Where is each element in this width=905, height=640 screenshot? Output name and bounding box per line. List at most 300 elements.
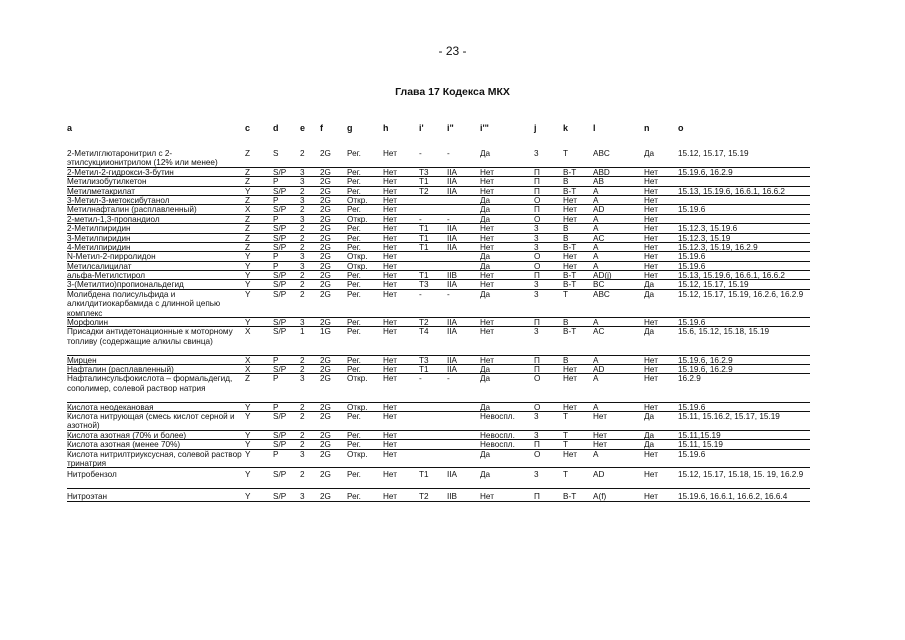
cell-n: Нет (644, 186, 658, 196)
cell-e: 3 (300, 449, 305, 459)
cell-d: S/P (273, 470, 287, 480)
cell-d: S/P (273, 440, 287, 450)
cell-o: 15.11,15.19 (678, 430, 721, 440)
cell-k: Нет (563, 195, 577, 205)
cell-j: O (534, 214, 541, 224)
cell-o: 15.19.6, 16.6.1, 16.6.2, 16.6.4 (678, 492, 788, 502)
cell-h: Нет (383, 412, 397, 421)
table-row (0, 290, 905, 318)
cell-d: S/P (273, 280, 287, 290)
cell-n: Нет (644, 365, 658, 375)
cell-d: S/P (273, 327, 287, 337)
cell-a: Метилизобутилкетон (67, 177, 147, 187)
cell-e: 2 (300, 355, 305, 365)
cell-d: P (273, 177, 279, 187)
cell-e: 2 (300, 242, 305, 252)
cell-o: 15.13, 15.19.6, 16.6.1, 16.6.2 (678, 271, 785, 281)
cell-i2: - (447, 149, 450, 158)
cell-d: S/P (273, 224, 287, 234)
cell-a: Нафталин (расплавленный) (67, 365, 174, 375)
cell-h: Нет (383, 280, 397, 290)
cell-f: 2G (320, 261, 331, 271)
column-header-h: h (383, 123, 389, 133)
cell-o: 15.19.6 (678, 402, 706, 412)
cell-g: Откр. (347, 252, 368, 262)
cell-i2: IIB (447, 271, 458, 281)
table-row (0, 492, 905, 503)
cell-n: Нет (644, 318, 658, 328)
cell-g: Рег. (347, 492, 361, 502)
cell-l: A (593, 252, 599, 262)
cell-o: 15.12, 15.17, 15.19, 16.2.6, 16.2.9 (678, 289, 804, 299)
cell-i3: Да (480, 449, 491, 459)
cell-k: Нет (563, 365, 577, 375)
column-header-g: g (347, 123, 353, 133)
cell-k: B-T (563, 271, 577, 281)
cell-g: Рег. (347, 412, 361, 421)
cell-o: 15.12.3, 15.19, 16.2.9 (678, 242, 758, 252)
cell-a: Присадки антидетонационные к моторному топливу (содержащие алкилы свинца) (67, 327, 233, 346)
cell-c: Z (245, 242, 251, 252)
cell-i3: Да (480, 365, 491, 375)
cell-c: Z (245, 374, 251, 384)
cell-d: S/P (273, 242, 287, 252)
cell-f: 2G (320, 224, 331, 234)
cell-l: Нет (593, 440, 607, 450)
cell-d: P (273, 252, 279, 262)
table-row (0, 470, 905, 489)
cell-h: Нет (383, 470, 397, 480)
cell-f: 2G (320, 205, 331, 215)
cell-l: BC (593, 280, 605, 290)
cell-e: 3 (300, 261, 305, 271)
cell-k: B (563, 318, 569, 328)
cell-e: 2 (300, 149, 305, 158)
cell-j: П (534, 167, 540, 177)
cell-e: 3 (300, 318, 305, 328)
cell-i3: Нет (480, 242, 494, 252)
cell-f: 2G (320, 318, 331, 328)
cell-k: Нет (563, 402, 577, 412)
cell-g: Рег. (347, 440, 361, 450)
cell-k: B (563, 177, 569, 187)
cell-e: 2 (300, 289, 305, 299)
cell-o: 15.6, 15.12, 15.18, 15.19 (678, 327, 770, 337)
cell-h: Нет (383, 430, 397, 440)
cell-l: A (593, 214, 599, 224)
cell-g: Рег. (347, 365, 361, 375)
cell-a: 3-Метил-3-метоксибутанол (67, 195, 170, 205)
cell-i3: Да (480, 374, 491, 384)
cell-h: Нет (383, 214, 397, 224)
column-header-i1: i' (419, 123, 424, 133)
cell-g: Рег. (347, 177, 361, 187)
cell-e: 2 (300, 224, 305, 234)
cell-k: B (563, 233, 569, 243)
cell-c: Z (245, 149, 251, 158)
cell-k: Нет (563, 449, 577, 459)
cell-k: B-T (563, 186, 577, 196)
cell-i3: Нет (480, 318, 494, 328)
cell-g: Рег. (347, 470, 361, 480)
cell-i3: Невоспл. (480, 412, 515, 421)
table-row (0, 262, 905, 271)
cell-g: Рег. (347, 167, 361, 177)
cell-d: S/P (273, 289, 287, 299)
cell-h: Нет (383, 261, 397, 271)
cell-k: B-T (563, 167, 577, 177)
cell-c: Y (245, 470, 251, 480)
table-row (0, 215, 905, 224)
cell-l: A (593, 355, 599, 365)
cell-i1: T1 (419, 224, 429, 234)
cell-g: Рег. (347, 355, 361, 365)
cell-g: Рег. (347, 327, 361, 337)
cell-d: P (273, 355, 279, 365)
cell-i3: Нет (480, 224, 494, 234)
cell-j: 3 (534, 430, 539, 440)
table-row (0, 205, 905, 214)
table-row (0, 234, 905, 243)
cell-i3: Нет (480, 280, 494, 290)
cell-n: Нет (644, 233, 658, 243)
cell-l: A (593, 318, 599, 328)
cell-g: Рег. (347, 205, 361, 215)
cell-c: X (245, 327, 251, 337)
cell-j: П (534, 177, 540, 187)
table-row (0, 177, 905, 186)
cell-h: Нет (383, 224, 397, 234)
cell-i2: IIA (447, 233, 458, 243)
cell-j: O (534, 261, 541, 271)
cell-i3: Нет (480, 327, 494, 337)
column-header-a: a (67, 123, 73, 133)
cell-a: Метилсалицилат (67, 261, 132, 271)
cell-l: A (593, 374, 599, 384)
table-header (0, 123, 905, 135)
cell-i3: Да (480, 289, 491, 299)
cell-c: Y (245, 492, 251, 502)
cell-f: 2G (320, 412, 331, 421)
cell-c: Z (245, 177, 251, 187)
cell-h: Нет (383, 233, 397, 243)
column-header-n: n (644, 123, 650, 133)
cell-e: 2 (300, 440, 305, 450)
cell-h: Нет (383, 374, 397, 384)
cell-e: 3 (300, 252, 305, 262)
cell-c: Z (245, 195, 251, 205)
cell-e: 1 (300, 327, 305, 337)
cell-i3: Нет (480, 167, 494, 177)
cell-i1: - (419, 149, 422, 158)
cell-o: 15.13, 15.19.6, 16.6.1, 16.6.2 (678, 186, 785, 196)
cell-n: Нет (644, 252, 658, 262)
cell-l: AD (593, 205, 605, 215)
cell-a: Метилметакрилат (67, 186, 136, 196)
cell-c: Y (245, 289, 251, 299)
cell-l: AC (593, 233, 605, 243)
cell-o: 15.12.3, 15.19.6 (678, 224, 738, 234)
cell-i1: - (419, 374, 422, 384)
cell-l: Нет (593, 412, 607, 421)
cell-e: 2 (300, 402, 305, 412)
cell-l: AB (593, 177, 604, 187)
cell-h: Нет (383, 365, 397, 375)
cell-k: T (563, 289, 569, 299)
cell-g: Рег. (347, 318, 361, 328)
cell-a: 2-метил-1,3-пропандиол (67, 214, 160, 224)
cell-n: Нет (644, 224, 658, 234)
cell-a: Кислота неодекановая (67, 402, 154, 412)
cell-i2: - (447, 374, 450, 384)
cell-i1: - (419, 289, 422, 299)
cell-n: Нет (644, 271, 658, 281)
cell-k: Нет (563, 214, 577, 224)
cell-i3: Нет (480, 492, 494, 502)
cell-h: Нет (383, 402, 397, 412)
cell-a: Нафталинсульфокислота – формальдегид, сополимер, солевой раствор натрия (67, 374, 233, 393)
cell-j: П (534, 365, 540, 375)
cell-n: Нет (644, 355, 658, 365)
cell-e: 2 (300, 412, 305, 421)
table-row (0, 356, 905, 365)
cell-l: AD(j) (593, 271, 612, 281)
table-row (0, 318, 905, 327)
cell-l: A (593, 402, 599, 412)
cell-o: 15.11, 15.19 (678, 440, 723, 450)
cell-g: Откр. (347, 214, 368, 224)
cell-i1: T1 (419, 271, 429, 281)
cell-j: 3 (534, 242, 539, 252)
cell-n: Нет (644, 167, 658, 177)
cell-j: П (534, 205, 540, 215)
cell-o: 15.19.6, 16.2.9 (678, 365, 733, 375)
cell-o: 15.19.6, 16.2.9 (678, 167, 733, 177)
cell-i2: IIA (447, 242, 458, 252)
cell-o: 15.12, 15.17, 15.19 (678, 280, 749, 290)
cell-i3: Нет (480, 186, 494, 196)
cell-e: 2 (300, 280, 305, 290)
cell-i1: T3 (419, 280, 429, 290)
cell-o: 15.11, 15.16.2, 15.17, 15.19 (678, 412, 780, 421)
cell-n: Да (644, 430, 655, 440)
cell-i1: T3 (419, 167, 429, 177)
cell-l: A (593, 224, 599, 234)
cell-c: Y (245, 412, 251, 421)
product-table (0, 149, 905, 504)
cell-h: Нет (383, 186, 397, 196)
cell-h: Нет (383, 195, 397, 205)
cell-j: П (534, 271, 540, 281)
cell-f: 2G (320, 492, 331, 502)
cell-f: 2G (320, 271, 331, 281)
cell-d: P (273, 402, 279, 412)
cell-i2: - (447, 289, 450, 299)
cell-f: 2G (320, 242, 331, 252)
cell-g: Рег. (347, 430, 361, 440)
cell-k: T (563, 440, 569, 450)
cell-g: Рег. (347, 289, 361, 299)
cell-n: Нет (644, 242, 658, 252)
cell-d: P (273, 214, 279, 224)
cell-i3: Да (480, 149, 491, 158)
cell-i3: Да (480, 195, 491, 205)
cell-j: 3 (534, 224, 539, 234)
cell-f: 2G (320, 186, 331, 196)
cell-j: 3 (534, 289, 539, 299)
cell-c: Y (245, 402, 251, 412)
cell-d: S/P (273, 492, 287, 502)
cell-c: Y (245, 252, 251, 262)
cell-e: 3 (300, 492, 305, 502)
cell-l: ABC (593, 149, 610, 158)
cell-c: Y (245, 318, 251, 328)
column-header-c: c (245, 123, 251, 133)
table-row (0, 271, 905, 280)
cell-f: 2G (320, 355, 331, 365)
cell-j: П (534, 318, 540, 328)
cell-f: 2G (320, 252, 331, 262)
cell-a: Молибдена полисульфида и алкилдитиокарбамида с длинной цепью комплекс (67, 289, 221, 318)
column-header-k: k (563, 123, 569, 133)
cell-f: 2G (320, 430, 331, 440)
cell-n: Нет (644, 177, 658, 187)
cell-o: 15.19.6 (678, 318, 706, 328)
cell-i2: - (447, 214, 450, 224)
cell-l: AD (593, 470, 605, 480)
cell-o: 15.19.6, 16.2.9 (678, 355, 733, 365)
row-divider (67, 488, 810, 489)
cell-c: Y (245, 271, 251, 281)
cell-i2: IIA (447, 470, 458, 480)
row-divider (67, 501, 810, 502)
cell-a: Нитроэтан (67, 492, 108, 502)
table-row (0, 431, 905, 440)
cell-h: Нет (383, 289, 397, 299)
cell-k: T (563, 430, 569, 440)
cell-i3: Нет (480, 355, 494, 365)
cell-d: P (273, 374, 279, 384)
cell-i2: IIB (447, 492, 458, 502)
cell-c: Y (245, 280, 251, 290)
cell-i1: - (419, 214, 422, 224)
cell-l: AC (593, 327, 605, 337)
cell-c: Y (245, 186, 251, 196)
table-row (0, 224, 905, 233)
cell-h: Нет (383, 327, 397, 337)
cell-k: B-T (563, 327, 577, 337)
cell-g: Откр. (347, 402, 368, 412)
table-row (0, 196, 905, 205)
cell-c: Z (245, 224, 251, 234)
cell-a: Метилнафталин (расплавленный) (67, 205, 197, 215)
cell-c: Z (245, 167, 251, 177)
cell-l: A(f) (593, 492, 607, 502)
cell-d: S/P (273, 271, 287, 281)
cell-a: Кислота нитрующая (смесь кислот серной и азотной) (67, 412, 235, 431)
column-header-j: j (534, 123, 537, 133)
cell-i2: IIA (447, 280, 458, 290)
cell-e: 3 (300, 214, 305, 224)
cell-e: 2 (300, 186, 305, 196)
cell-l: A (593, 242, 599, 252)
cell-i2: IIA (447, 365, 458, 375)
cell-n: Да (644, 412, 655, 421)
cell-l: Нет (593, 430, 607, 440)
cell-j: 3 (534, 149, 539, 158)
cell-d: S/P (273, 167, 287, 177)
cell-i2: IIA (447, 318, 458, 328)
cell-j: 3 (534, 327, 539, 337)
cell-h: Нет (383, 205, 397, 215)
cell-j: O (534, 252, 541, 262)
cell-a: альфа-Метилстирол (67, 271, 146, 281)
cell-i3: Невоспл. (480, 440, 515, 450)
cell-h: Нет (383, 492, 397, 502)
cell-e: 3 (300, 167, 305, 177)
chapter-title: Глава 17 Кодекса МКХ (395, 86, 510, 98)
cell-a: 2-Метил-2-гидрокси-3-бутин (67, 167, 174, 177)
cell-i2: IIA (447, 186, 458, 196)
cell-i2: IIA (447, 224, 458, 234)
table-row (0, 374, 905, 402)
table-row (0, 403, 905, 412)
column-header-l: l (593, 123, 596, 133)
cell-h: Нет (383, 271, 397, 281)
cell-g: Откр. (347, 374, 368, 384)
cell-g: Рег. (347, 242, 361, 252)
cell-i1: T2 (419, 492, 429, 502)
cell-l: ABC (593, 289, 610, 299)
cell-n: Нет (644, 195, 658, 205)
cell-j: 3 (534, 233, 539, 243)
cell-j: O (534, 449, 541, 459)
cell-i3: Да (480, 261, 491, 271)
cell-o: 15.19.6 (678, 261, 706, 271)
cell-i1: T2 (419, 318, 429, 328)
cell-i1: T1 (419, 177, 429, 187)
cell-f: 2G (320, 449, 331, 459)
cell-d: S/P (273, 205, 287, 215)
cell-a: 2-Метилглютаронитрил с 2-этилсукциионитрилом (12% или менее) (67, 149, 218, 168)
cell-j: П (534, 440, 540, 450)
table-row (0, 252, 905, 261)
cell-h: Нет (383, 318, 397, 328)
cell-n: Нет (644, 205, 658, 215)
cell-i2: IIA (447, 327, 458, 337)
cell-d: S (273, 149, 279, 158)
cell-c: Y (245, 449, 251, 459)
cell-h: Нет (383, 167, 397, 177)
cell-n: Да (644, 440, 655, 450)
cell-n: Да (644, 280, 655, 290)
cell-k: Нет (563, 374, 577, 384)
cell-h: Нет (383, 242, 397, 252)
cell-l: A (593, 261, 599, 271)
column-header-d: d (273, 123, 279, 133)
cell-e: 2 (300, 470, 305, 480)
cell-k: Нет (563, 252, 577, 262)
cell-j: O (534, 402, 541, 412)
cell-f: 2G (320, 149, 331, 158)
cell-f: 1G (320, 327, 331, 337)
cell-o: 15.12.3, 15.19 (678, 233, 731, 243)
cell-g: Рег. (347, 224, 361, 234)
cell-i2: IIA (447, 177, 458, 187)
cell-f: 2G (320, 214, 331, 224)
cell-k: B-T (563, 280, 577, 290)
cell-g: Рег. (347, 271, 361, 281)
